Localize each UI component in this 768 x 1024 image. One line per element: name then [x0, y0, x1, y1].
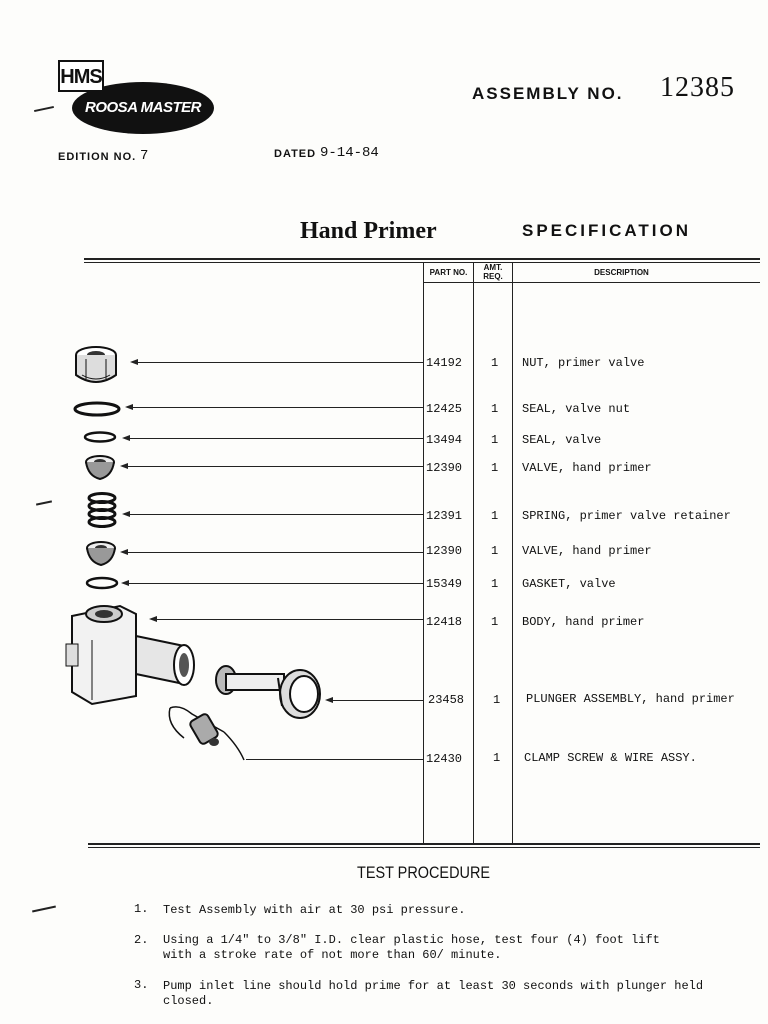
- part-number: 12390: [426, 461, 463, 475]
- step-text: Test Assembly with air at 30 psi pressure.: [163, 903, 466, 917]
- step-text-continued: with a stroke rate of not more than 60/ minute.: [163, 948, 502, 962]
- part-number: 12418: [426, 615, 463, 629]
- leader-line: [126, 552, 423, 553]
- clamp-screw-icon: [164, 702, 254, 767]
- column-divider: [473, 262, 474, 844]
- table-top-rule: [84, 258, 760, 260]
- header-amt-line2: REQ.: [483, 272, 503, 281]
- header-description: DESCRIPTION: [594, 268, 649, 277]
- part-number: 12430: [426, 752, 463, 766]
- description: SEAL, valve: [522, 433, 602, 447]
- gasket-icon: [84, 575, 120, 596]
- amount: 1: [491, 509, 499, 523]
- dated-label: DATED: [274, 148, 317, 160]
- leader-line: [126, 466, 423, 467]
- amount: 1: [491, 402, 499, 416]
- document-title: Hand Primer: [300, 218, 437, 244]
- step-number: 1.: [134, 902, 149, 916]
- logo-brand-text: ROOSA MASTER: [85, 99, 201, 116]
- amount: 1: [491, 544, 499, 558]
- edition-label: EDITION NO.: [58, 151, 137, 163]
- step-text: Pump inlet line should hold prime for at least 30 seconds with plunger held: [163, 979, 704, 993]
- part-number: 12391: [426, 509, 463, 523]
- valve-icon: [84, 540, 118, 573]
- test-procedure-title: TEST PROCEDURE: [357, 863, 491, 882]
- amount: 1: [491, 433, 499, 447]
- amount: 1: [493, 751, 501, 765]
- header-part-no: PART NO.: [429, 268, 468, 277]
- table-top-rule-2: [84, 262, 760, 263]
- part-number: 14192: [426, 356, 463, 370]
- description: VALVE, hand primer: [522, 461, 652, 475]
- leader-line: [128, 438, 423, 439]
- small-seal-ring-icon: [82, 430, 118, 449]
- leader-line: [128, 514, 423, 515]
- step-text: Using a 1/4" to 3/8" I.D. clear plastic hose, test four (4) foot lift: [163, 933, 660, 947]
- leader-line: [127, 583, 423, 584]
- step-number: 3.: [134, 978, 149, 992]
- part-number: 12390: [426, 544, 463, 558]
- spring-icon: [84, 492, 120, 535]
- description: SPRING, primer valve retainer: [522, 509, 731, 523]
- margin-mark: [36, 500, 52, 505]
- margin-mark: [32, 906, 56, 913]
- primer-body-icon: [64, 600, 200, 711]
- description: CLAMP SCREW & WIRE ASSY.: [524, 751, 697, 765]
- hms-badge: HMS: [58, 60, 104, 92]
- amount: 1: [491, 615, 499, 629]
- description: SEAL, valve nut: [522, 402, 631, 416]
- step-number: 2.: [134, 933, 149, 947]
- amount: 1: [491, 577, 499, 591]
- part-number: 13494: [426, 433, 463, 447]
- header-amt: [474, 263, 512, 281]
- amount: 1: [493, 693, 501, 707]
- assembly-label: ASSEMBLY NO.: [472, 84, 624, 103]
- header-amt-line1: AMT.: [483, 263, 503, 272]
- valve-icon: [83, 454, 117, 487]
- leader-line: [136, 362, 423, 363]
- leader-line: [246, 759, 423, 760]
- amount: 1: [491, 356, 499, 370]
- amount: 1: [491, 461, 499, 475]
- leader-line: [331, 700, 423, 701]
- description: VALVE, hand primer: [522, 544, 652, 558]
- margin-mark: [34, 106, 54, 112]
- step-text-continued: closed.: [163, 994, 214, 1008]
- column-divider: [512, 262, 513, 844]
- edition-value: 7: [140, 148, 149, 164]
- part-number: 12425: [426, 402, 463, 416]
- table-bottom-rule: [88, 843, 760, 845]
- nut-icon: [72, 345, 122, 392]
- assembly-number: 12385: [660, 72, 735, 103]
- description: BODY, hand primer: [522, 615, 645, 629]
- dated-value: 9-14-84: [320, 145, 379, 161]
- column-divider: [423, 262, 424, 844]
- part-number: 15349: [426, 577, 463, 591]
- specification-label: SPECIFICATION: [522, 221, 692, 240]
- table-bottom-rule-2: [88, 847, 760, 848]
- description: GASKET, valve: [522, 577, 616, 591]
- description: NUT, primer valve: [522, 356, 645, 370]
- leader-line: [155, 619, 423, 620]
- large-seal-ring-icon: [72, 400, 122, 423]
- description: PLUNGER ASSEMBLY, hand primer: [526, 692, 735, 706]
- leader-line: [131, 407, 423, 408]
- part-number: 23458: [428, 693, 465, 707]
